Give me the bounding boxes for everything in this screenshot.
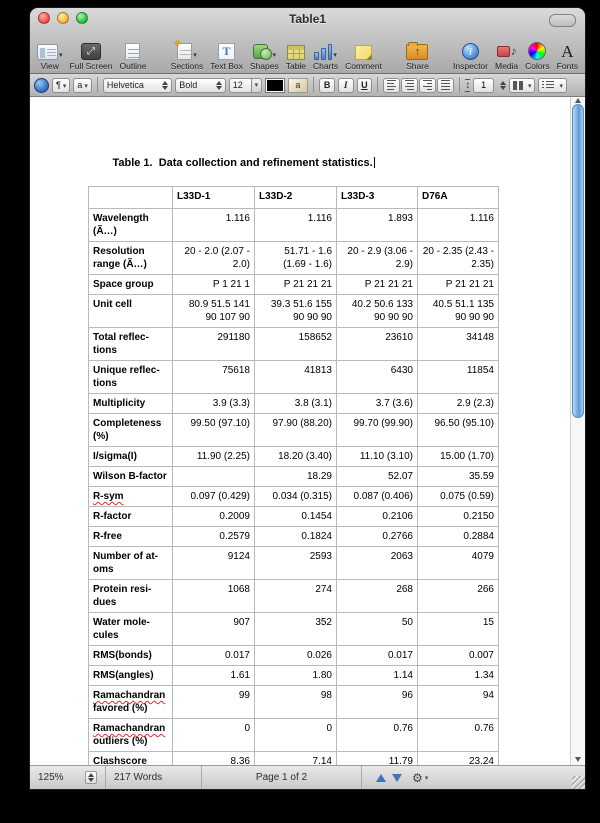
row-label-cell[interactable]: Protein residues	[89, 580, 173, 613]
statistics-table[interactable]	[88, 186, 499, 765]
vertical-scrollbar[interactable]	[570, 97, 585, 765]
data-cell[interactable]: 0.76	[418, 719, 499, 752]
view-icon	[37, 44, 58, 60]
data-cell[interactable]: 94	[418, 686, 499, 719]
data-cell[interactable]: 1.116	[418, 209, 499, 242]
data-cell[interactable]: 99.70 (99.90)	[337, 414, 418, 447]
row-label-cell[interactable]: RMS(bonds)	[89, 646, 173, 666]
scrollbar-thumb[interactable]	[572, 104, 584, 418]
scroll-up-icon[interactable]	[575, 98, 581, 103]
toolbar-sections-button[interactable]	[171, 36, 204, 71]
table-row	[89, 580, 499, 613]
row-label-cell[interactable]: R-factor	[89, 507, 173, 527]
column-header-cell[interactable]: L33D-3	[337, 187, 418, 209]
toolbar-label: Fonts	[556, 61, 578, 71]
data-cell[interactable]: 0.2106	[337, 507, 418, 527]
pages-window	[30, 8, 585, 789]
table-row	[89, 686, 499, 719]
toolbar-iconwrap	[355, 36, 372, 60]
font-family-select[interactable]	[103, 78, 172, 93]
stepper-icon	[216, 81, 222, 90]
align-right-icon	[423, 80, 432, 90]
table-row	[89, 361, 499, 394]
data-cell[interactable]: 268	[337, 580, 418, 613]
toolbar-label: Share	[406, 61, 429, 71]
sections-icon	[177, 43, 192, 60]
data-cell[interactable]: 40.5 51.1 135 90 90 90	[418, 295, 499, 328]
format-bar	[30, 74, 585, 97]
character-style-label: a	[77, 80, 83, 90]
align-center-button[interactable]	[401, 78, 418, 93]
format-indicator-icon[interactable]	[34, 78, 49, 93]
traffic-lights	[38, 12, 88, 24]
data-cell[interactable]: 0.017	[173, 646, 255, 666]
toolbar-label: View	[40, 61, 59, 71]
table-row	[89, 719, 499, 752]
document-page[interactable]	[30, 97, 570, 765]
data-cell[interactable]: 99.50 (97.10)	[173, 414, 255, 447]
toolbar-text-box-button[interactable]	[210, 36, 243, 71]
bold-button[interactable]: B	[319, 78, 335, 93]
text-cursor	[374, 157, 375, 168]
toolbar-share-button[interactable]	[406, 36, 429, 71]
alignment-buttons	[383, 78, 454, 93]
toolbar-label: Sections	[170, 61, 204, 71]
chevron-down-icon	[559, 80, 563, 90]
status-bar	[30, 765, 585, 789]
data-cell[interactable]: P 21 21 21	[337, 275, 418, 295]
data-cell[interactable]: 80.9 51.5 141 90 107 90	[173, 295, 255, 328]
row-label-cell[interactable]: Unique reflections	[89, 361, 173, 394]
toolbar-toggle-button[interactable]	[549, 14, 576, 27]
data-cell[interactable]: 6430	[337, 361, 418, 394]
data-cell[interactable]: 11.90 (2.25)	[173, 447, 255, 467]
header-row	[89, 187, 499, 209]
font-style-value: Bold	[179, 80, 198, 90]
table-caption[interactable]	[88, 145, 570, 181]
share-icon	[406, 44, 428, 60]
toolbar-charts-button[interactable]	[313, 36, 338, 71]
page-navigation	[376, 774, 402, 782]
columns-icon	[513, 81, 523, 90]
chevron-down-icon	[84, 80, 88, 90]
zoom-control[interactable]	[30, 766, 106, 789]
toolbar-iconwrap	[287, 36, 305, 60]
table-icon	[287, 45, 305, 60]
data-cell[interactable]: 2593	[255, 547, 337, 580]
table-row	[89, 328, 499, 361]
data-cell[interactable]: 266	[418, 580, 499, 613]
table-row	[89, 394, 499, 414]
font-size-value: 12	[232, 80, 243, 90]
character-style-dropdown[interactable]	[73, 78, 92, 93]
data-cell[interactable]: 8.36	[173, 752, 255, 766]
italic-button[interactable]: I	[338, 78, 354, 93]
toolbar-group	[406, 36, 429, 71]
data-cell[interactable]: 0.2579	[173, 527, 255, 547]
caption-text: Table 1. Data collection and refinement statistics.	[112, 157, 373, 169]
toolbar-iconwrap	[37, 36, 63, 60]
align-left-button[interactable]	[383, 78, 400, 93]
line-spacing-stepper[interactable]	[500, 81, 506, 90]
toolbar-media-button[interactable]	[495, 36, 518, 71]
toolbar-label: Table	[285, 61, 307, 71]
toolbar-label: Inspector	[453, 61, 488, 71]
divider	[377, 77, 378, 93]
data-cell[interactable]: 18.20 (3.40)	[255, 447, 337, 467]
paragraph-style-label: ¶	[56, 80, 61, 90]
data-cell[interactable]: 1.34	[418, 666, 499, 686]
toolbar-iconwrap	[528, 36, 546, 60]
row-label-cell[interactable]: Unit cell	[89, 295, 173, 328]
data-cell[interactable]: 3.8 (3.1)	[255, 394, 337, 414]
data-cell[interactable]: 907	[173, 613, 255, 646]
data-cell[interactable]: 50	[337, 613, 418, 646]
data-cell[interactable]: 15	[418, 613, 499, 646]
misspelled-word: Ramachandran	[93, 723, 166, 734]
data-cell[interactable]: 0.087 (0.406)	[337, 487, 418, 507]
row-label-cell[interactable]: Total reflections	[89, 328, 173, 361]
data-cell[interactable]: 7.14	[255, 752, 337, 766]
data-cell[interactable]: 0.034 (0.315)	[255, 487, 337, 507]
toolbar-label: Full Screen	[69, 61, 113, 71]
data-cell[interactable]: 34148	[418, 328, 499, 361]
divider	[459, 77, 460, 93]
page-indicator	[202, 766, 362, 789]
data-cell[interactable]: 352	[255, 613, 337, 646]
divider	[313, 77, 314, 93]
toolbar-label: Shapes	[249, 61, 279, 71]
toolbar-table-button[interactable]	[286, 36, 306, 71]
toolbar-iconwrap	[497, 36, 517, 60]
chevron-down-icon	[528, 80, 532, 90]
columns-dropdown[interactable]	[509, 78, 536, 93]
data-cell[interactable]: 0.2884	[418, 527, 499, 547]
data-cell[interactable]: 0.026	[255, 646, 337, 666]
data-cell[interactable]: 98	[255, 686, 337, 719]
table-row	[89, 209, 499, 242]
data-cell[interactable]: 1068	[173, 580, 255, 613]
data-cell[interactable]: 3.9 (3.3)	[173, 394, 255, 414]
chevron-down-icon: ▾	[193, 52, 197, 59]
row-label-cell[interactable]: Number of atoms	[89, 547, 173, 580]
table-row	[89, 414, 499, 447]
table-row	[89, 547, 499, 580]
data-cell[interactable]: 23.24	[418, 752, 499, 766]
toolbar-iconwrap	[218, 36, 235, 60]
zoom-stepper[interactable]	[85, 771, 97, 784]
toolbar-label: Comment	[345, 61, 382, 71]
data-cell[interactable]: 15.00 (1.70)	[418, 447, 499, 467]
data-cell[interactable]: 11854	[418, 361, 499, 394]
toolbar-label: Charts	[313, 61, 339, 71]
data-cell[interactable]: 291180	[173, 328, 255, 361]
data-cell[interactable]: 1.893	[337, 209, 418, 242]
align-justify-icon	[441, 80, 450, 90]
row-label-cell[interactable]: R-free	[89, 527, 173, 547]
outline-icon	[125, 43, 140, 60]
row-label-cell[interactable]: I/sigma(I)	[89, 447, 173, 467]
font-family-value: Helvetica	[106, 80, 144, 90]
bullet-list-icon	[542, 80, 554, 90]
misspelled-word: Ramachandran	[93, 690, 166, 701]
table-row	[89, 447, 499, 467]
line-spacing-value: 1	[481, 80, 487, 90]
scroll-down-icon[interactable]	[575, 757, 581, 762]
data-cell[interactable]: 51.71 - 1.6 (1.69 - 1.6)	[255, 242, 337, 275]
data-cell[interactable]: 20 - 2.9 (3.06 - 2.9)	[337, 242, 418, 275]
toolbar-iconwrap	[314, 36, 337, 60]
data-cell[interactable]: 18.29	[255, 467, 337, 487]
gear-menu-button[interactable]	[412, 771, 428, 785]
previous-page-button[interactable]	[376, 774, 386, 782]
toolbar-iconwrap	[406, 36, 428, 60]
main-toolbar	[30, 29, 585, 73]
page-indicator-text: Page 1 of 2	[255, 772, 308, 783]
row-label-cell[interactable]: Wavelength (Ã…)	[89, 209, 173, 242]
data-cell[interactable]: 0.1824	[255, 527, 337, 547]
toolbar-fonts-button[interactable]	[557, 36, 578, 71]
data-cell[interactable]: 52.07	[337, 467, 418, 487]
data-cell[interactable]: 99	[173, 686, 255, 719]
misspelled-word: Clashscore	[93, 756, 147, 765]
data-cell[interactable]: 1.116	[255, 209, 337, 242]
inspector-icon	[462, 43, 479, 60]
column-header-cell[interactable]: L33D-1	[173, 187, 255, 209]
window-chrome	[30, 8, 585, 74]
list-style-dropdown[interactable]	[538, 78, 567, 93]
charts-icon	[314, 44, 332, 60]
row-label-cell[interactable]	[89, 752, 173, 766]
next-page-button[interactable]	[392, 774, 402, 782]
toolbar-group	[453, 36, 578, 71]
row-label-cell[interactable]: Multiplicity	[89, 394, 173, 414]
data-cell[interactable]: 40.2 50.6 133 90 90 90	[337, 295, 418, 328]
fullscreen-icon	[81, 43, 101, 60]
table-row	[89, 646, 499, 666]
toolbar-iconwrap	[125, 36, 140, 60]
data-cell[interactable]: 274	[255, 580, 337, 613]
minimize-button[interactable]	[57, 12, 69, 24]
data-cell[interactable]	[173, 467, 255, 487]
row-label-cell[interactable]: RMS(angles)	[89, 666, 173, 686]
line-spacing-icon	[465, 79, 470, 92]
table-row	[89, 752, 499, 766]
align-right-button[interactable]	[419, 78, 436, 93]
toolbar-label: Outline	[119, 61, 147, 71]
font-style-select[interactable]	[175, 78, 226, 93]
colors-icon	[528, 42, 546, 60]
data-cell[interactable]: 11.79	[337, 752, 418, 766]
title-bar[interactable]	[30, 8, 585, 29]
data-cell[interactable]: 0.097 (0.429)	[173, 487, 255, 507]
fonts-icon	[561, 43, 573, 60]
data-cell[interactable]: P 21 21 21	[418, 275, 499, 295]
line-spacing-field[interactable]	[473, 78, 494, 93]
align-center-icon	[405, 80, 414, 90]
row-label-cell[interactable]: Wilson B-factor	[89, 467, 173, 487]
row-label-cell[interactable]: Resolution range (Ã…)	[89, 242, 173, 275]
table-row	[89, 467, 499, 487]
toolbar-iconwrap	[177, 36, 197, 60]
column-header-cell[interactable]: D76A	[418, 187, 499, 209]
zoom-level: 125%	[38, 772, 64, 783]
data-cell[interactable]: 75618	[173, 361, 255, 394]
data-cell[interactable]: 158652	[255, 328, 337, 361]
toolbar-outline-button[interactable]	[120, 36, 147, 71]
data-cell[interactable]: 1.61	[173, 666, 255, 686]
toolbar-group	[171, 36, 382, 71]
toolbar-iconwrap	[81, 36, 101, 60]
row-label-cell[interactable]: Ramachandran favored (%)	[89, 686, 173, 719]
toolbar-label: Colors	[525, 61, 550, 71]
table-row	[89, 613, 499, 646]
data-cell[interactable]: 9124	[173, 547, 255, 580]
column-header-cell[interactable]: L33D-2	[255, 187, 337, 209]
toolbar-inspector-button[interactable]	[453, 36, 488, 71]
chevron-down-icon	[63, 80, 67, 90]
font-size-dropdown[interactable]	[252, 78, 262, 93]
data-cell[interactable]: 0.1454	[255, 507, 337, 527]
stepper-icon	[162, 81, 168, 90]
data-cell[interactable]: P 1 21 1	[173, 275, 255, 295]
chevron-down-icon: ▾	[59, 52, 63, 59]
table-row	[89, 242, 499, 275]
data-cell[interactable]: 0.2009	[173, 507, 255, 527]
data-cell[interactable]: 4079	[418, 547, 499, 580]
toolbar-shapes-button[interactable]	[250, 36, 279, 71]
toolbar-group	[37, 36, 146, 71]
data-cell[interactable]: 1.116	[173, 209, 255, 242]
row-label-cell[interactable]: Water molecules	[89, 613, 173, 646]
data-cell[interactable]: 1.80	[255, 666, 337, 686]
toolbar-iconwrap	[462, 36, 479, 60]
table-row	[89, 295, 499, 328]
chevron-down-icon: ▾	[333, 52, 337, 59]
divider	[97, 77, 98, 93]
data-cell[interactable]: 2.9 (2.3)	[418, 394, 499, 414]
toolbar-comment-button[interactable]	[345, 36, 382, 71]
data-cell[interactable]: 1.14	[337, 666, 418, 686]
row-label-cell[interactable]: Ramachandran outliers (%)	[89, 719, 173, 752]
window-title: Table1	[288, 11, 327, 26]
data-cell[interactable]: 11.10 (3.10)	[337, 447, 418, 467]
data-cell[interactable]: 0	[255, 719, 337, 752]
data-cell[interactable]: 23610	[337, 328, 418, 361]
highlight-label: a	[295, 80, 301, 90]
highlight-color-swatch[interactable]	[288, 78, 309, 93]
word-count-text: 217 Words	[114, 772, 163, 783]
toolbar-iconwrap	[561, 36, 573, 60]
data-cell[interactable]: 2063	[337, 547, 418, 580]
media-icon	[497, 44, 517, 60]
align-justify-button[interactable]	[437, 78, 454, 93]
toolbar-full-screen-button[interactable]	[70, 36, 113, 71]
data-cell[interactable]: 0.2766	[337, 527, 418, 547]
word-count	[106, 766, 202, 789]
data-cell[interactable]: 0.007	[418, 646, 499, 666]
table-row	[89, 527, 499, 547]
table-row	[89, 275, 499, 295]
table-row	[89, 487, 499, 507]
data-cell[interactable]: 0.76	[337, 719, 418, 752]
paragraph-style-dropdown[interactable]	[52, 78, 70, 93]
data-cell[interactable]: 20 - 2.0 (2.07 - 2.0)	[173, 242, 255, 275]
table-row	[89, 666, 499, 686]
window-resize-grip[interactable]	[572, 776, 585, 789]
data-cell[interactable]: 41813	[255, 361, 337, 394]
align-left-icon	[387, 80, 396, 90]
data-cell[interactable]: 39.3 51.6 155 90 90 90	[255, 295, 337, 328]
comment-icon	[355, 45, 372, 60]
data-cell[interactable]: 35.59	[418, 467, 499, 487]
font-size-field[interactable]	[229, 78, 252, 93]
text-color-swatch[interactable]	[265, 78, 285, 93]
table-row	[89, 507, 499, 527]
underline-button[interactable]: U	[357, 78, 373, 93]
document-canvas	[30, 97, 585, 765]
close-button[interactable]	[38, 12, 50, 24]
toolbar-colors-button[interactable]	[525, 36, 550, 71]
toolbar-iconwrap	[253, 36, 277, 60]
data-cell[interactable]: 20 - 2.35 (2.43 - 2.35)	[418, 242, 499, 275]
data-cell[interactable]: 97.90 (88.20)	[255, 414, 337, 447]
data-cell[interactable]: P 21 21 21	[255, 275, 337, 295]
row-label-cell[interactable]: Completeness (%)	[89, 414, 173, 447]
data-cell[interactable]: 3.7 (3.6)	[337, 394, 418, 414]
data-cell[interactable]: 0	[173, 719, 255, 752]
data-cell[interactable]: 0.2150	[418, 507, 499, 527]
shapes-icon	[253, 43, 272, 60]
toolbar-label: Media	[495, 61, 519, 71]
data-cell[interactable]: 0.075 (0.59)	[418, 487, 499, 507]
chevron-down-icon: ▾	[272, 52, 277, 59]
data-cell[interactable]: 0.017	[337, 646, 418, 666]
data-cell[interactable]: 96.50 (95.10)	[418, 414, 499, 447]
corner-header-cell[interactable]	[89, 187, 173, 209]
row-label-cell[interactable]: Space group	[89, 275, 173, 295]
misspelled-word: R-sym	[93, 491, 124, 502]
textbox-icon	[218, 43, 235, 60]
zoom-button[interactable]	[76, 12, 88, 24]
toolbar-view-button[interactable]	[37, 36, 63, 71]
data-cell[interactable]: 96	[337, 686, 418, 719]
row-label-cell[interactable]	[89, 487, 173, 507]
toolbar-label: Text Box	[210, 61, 243, 71]
